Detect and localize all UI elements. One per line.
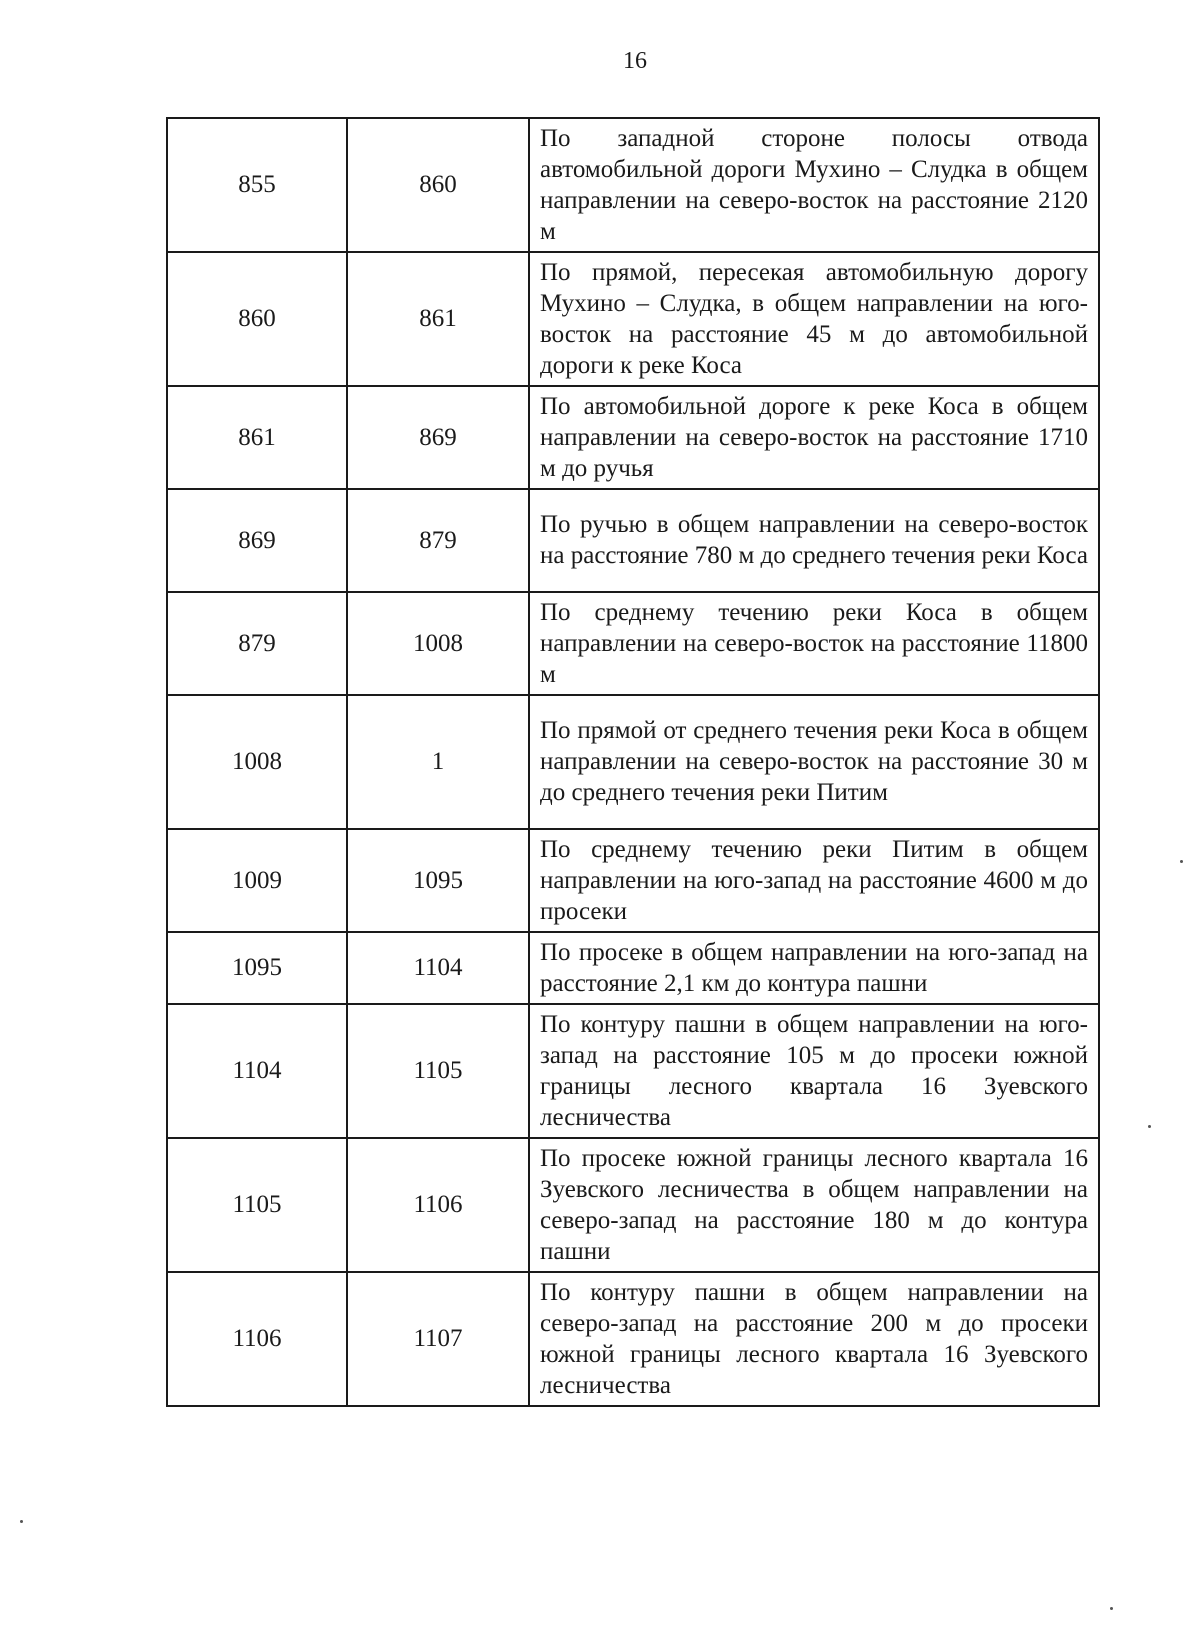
- description-cell: По контуру пашни в общем направлении на юго-запад на расстояние 105 м до просеки южной границы лесного квартала 16 Зуевского лесничества: [529, 1004, 1099, 1138]
- to-point-cell: 1: [347, 695, 529, 829]
- table-row: [167, 1138, 1099, 1272]
- description-cell: По среднему течению реки Коса в общем направлении на северо-восток на расстояние 11800 м: [529, 592, 1099, 695]
- table-row: [167, 1272, 1099, 1406]
- to-point-cell: 1106: [347, 1138, 529, 1272]
- table-row: [167, 1004, 1099, 1138]
- to-point-cell: 869: [347, 386, 529, 489]
- from-point-cell: 1008: [167, 695, 347, 829]
- from-point-cell: 860: [167, 252, 347, 386]
- boundary-table: [166, 117, 1100, 1407]
- scan-speck: [20, 1520, 23, 1523]
- table-row: [167, 386, 1099, 489]
- to-point-cell: 860: [347, 118, 529, 252]
- from-point-cell: 879: [167, 592, 347, 695]
- to-point-cell: 1008: [347, 592, 529, 695]
- to-point-cell: 1107: [347, 1272, 529, 1406]
- scan-speck: [1110, 1607, 1113, 1610]
- table-row: [167, 932, 1099, 1004]
- to-point-cell: 1104: [347, 932, 529, 1004]
- to-point-cell: 861: [347, 252, 529, 386]
- from-point-cell: 1095: [167, 932, 347, 1004]
- table-row: [167, 592, 1099, 695]
- page-number: 16: [623, 48, 647, 74]
- to-point-cell: 879: [347, 489, 529, 592]
- from-point-cell: 869: [167, 489, 347, 592]
- description-cell: По среднему течению реки Питим в общем направлении на юго-запад на расстояние 4600 м до просеки: [529, 829, 1099, 932]
- scan-speck: [1148, 1125, 1151, 1128]
- table-row: [167, 829, 1099, 932]
- to-point-cell: 1095: [347, 829, 529, 932]
- from-point-cell: 861: [167, 386, 347, 489]
- description-cell: По просеке южной границы лесного квартала 16 Зуевского лесничества в общем направлении на северо-запад на расстояние 180 м до контура пашни: [529, 1138, 1099, 1272]
- description-cell: По просеке в общем направлении на юго-запад на расстояние 2,1 км до контура пашни: [529, 932, 1099, 1004]
- description-cell: По контуру пашни в общем направлении на северо-запад на расстояние 200 м до просеки южной границы лесного квартала 16 Зуевского лесничества: [529, 1272, 1099, 1406]
- table-row: [167, 252, 1099, 386]
- table-row: [167, 118, 1099, 252]
- description-cell: По западной стороне полосы отвода автомобильной дороги Мухино – Слудка в общем направлении на северо-восток на расстояние 2120 м: [529, 118, 1099, 252]
- to-point-cell: 1105: [347, 1004, 529, 1138]
- description-cell: По автомобильной дороге к реке Коса в общем направлении на северо-восток на расстояние 1710 м до ручья: [529, 386, 1099, 489]
- scan-speck: [1180, 860, 1183, 863]
- table-row: [167, 489, 1099, 592]
- from-point-cell: 855: [167, 118, 347, 252]
- from-point-cell: 1106: [167, 1272, 347, 1406]
- table-row: [167, 695, 1099, 829]
- from-point-cell: 1105: [167, 1138, 347, 1272]
- description-cell: По ручью в общем направлении на северо-восток на расстояние 780 м до среднего течения реки Коса: [529, 489, 1099, 592]
- description-cell: По прямой, пересекая автомобильную дорогу Мухино – Слудка, в общем направлении на юго-восток на расстояние 45 м до автомобильной дороги к реке Коса: [529, 252, 1099, 386]
- description-cell: По прямой от среднего течения реки Коса в общем направлении на северо-восток на расстояние 30 м до среднего течения реки Питим: [529, 695, 1099, 829]
- from-point-cell: 1104: [167, 1004, 347, 1138]
- from-point-cell: 1009: [167, 829, 347, 932]
